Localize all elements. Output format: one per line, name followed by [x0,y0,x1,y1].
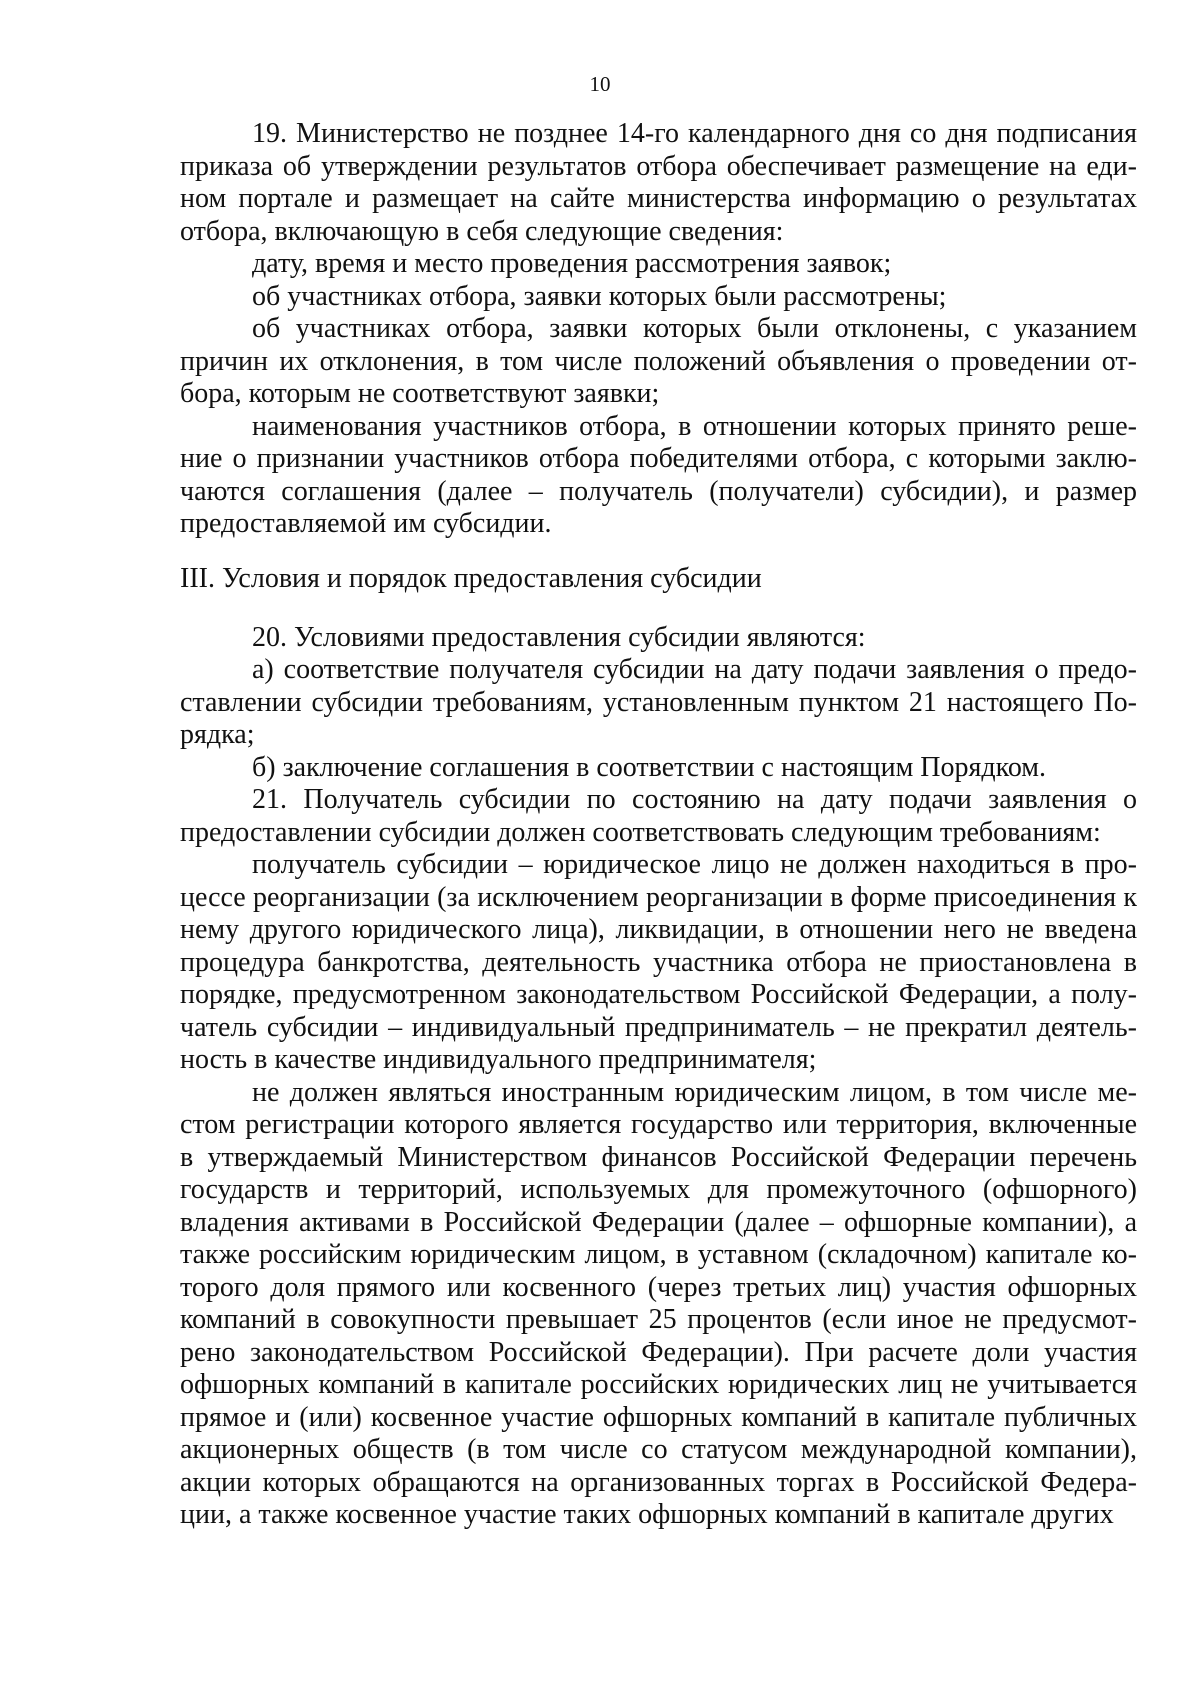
list-item-winners: наименования участников отбора, в отношении которых принято решение о признании участников отбора победителями отбора, с которыми заключаются соглашения (далее – получатель (получатели) субсидии), и размер предоставляемой им субсидии. [180,410,1137,539]
paragraph-20-a: а) соответствие получателя субсидии на дату подачи заявления о предоставлении субсидии требованиям, установленным пунктом 21 настоящего Порядка; [180,654,1137,750]
paragraph-21: 21. Получатель субсидии по состоянию на дату подачи заявления о предоставлении субсидии должен соответствовать следующим требованиям: [180,784,1137,848]
paragraph-20: 20. Условиями предоставления субсидии являются: [252,621,866,653]
list-item-review-date: дату, время и место проведения рассмотрения заявок; [252,248,892,279]
page-number: 10 [589,72,611,96]
paragraph-19: 19. Министерство не позднее 14-го календарного дня со дня подписания приказа об утверждении результатов отбора обеспечивает размещение на едином портале и размещает на сайте министерства информацию о результатах отбора, включающую в себя следующие сведения: [180,118,1137,247]
section-title: III. Условия и порядок предоставления субсидии [180,562,762,594]
list-item-reviewed-participants: об участниках отбора, заявки которых были рассмотрены; [252,280,947,312]
requirement-foreign-entity: не должен являться иностранным юридическим лицом, в том числе местом регистрации которого является государство или территория, включенные в утверждаемый Министерством финансов Российской Федерации перечень государств и территорий, используемых для промежуточного (офшорного) владения активами в Российской Федерации (далее – офшорные компании), а также российским юридическим лицом, в уставном (складочном) капитале которого доля прямого или косвенного (через третьих лиц) участия офшорных компаний в совокупности превышает 25 процентов (если иное не предусмотрено законодательством Российской Федерации). При расчете доли участия офшорных компаний в капитале российских юридических лиц не учитывается прямое и (или) косвенное участие офшорных компаний в капитале публичных акционерных обществ (в том числе со статусом международной компании), акции которых обращаются на организованных торгах в Российской Федерации, а также косвенное участие таких офшорных компаний в капитале других [180,1076,1137,1530]
document-body [180,118,1137,1532]
paragraph-20-b: б) заключение соглашения в соответствии с настоящим Порядком. [252,751,1047,783]
requirement-reorganization: получатель субсидии – юридическое лицо не должен находиться в процессе реорганизации (за исключением реорганизации в форме присоединения к нему другого юридического лица), ликвидации, в отношении него не введена процедура банкротства, деятельность участника отбора не приостановлена в порядке, предусмотренном законодательством Российской Федерации, а получатель субсидии – индивидуальный предприниматель – не прекратил деятельность в качестве индивидуального предпринимателя; [180,849,1137,1075]
list-item-rejected-participants: об участниках отбора, заявки которых были отклонены, с указанием причин их отклонения, в том числе положений объявления о проведении отбора, которым не соответствуют заявки; [180,313,1137,409]
